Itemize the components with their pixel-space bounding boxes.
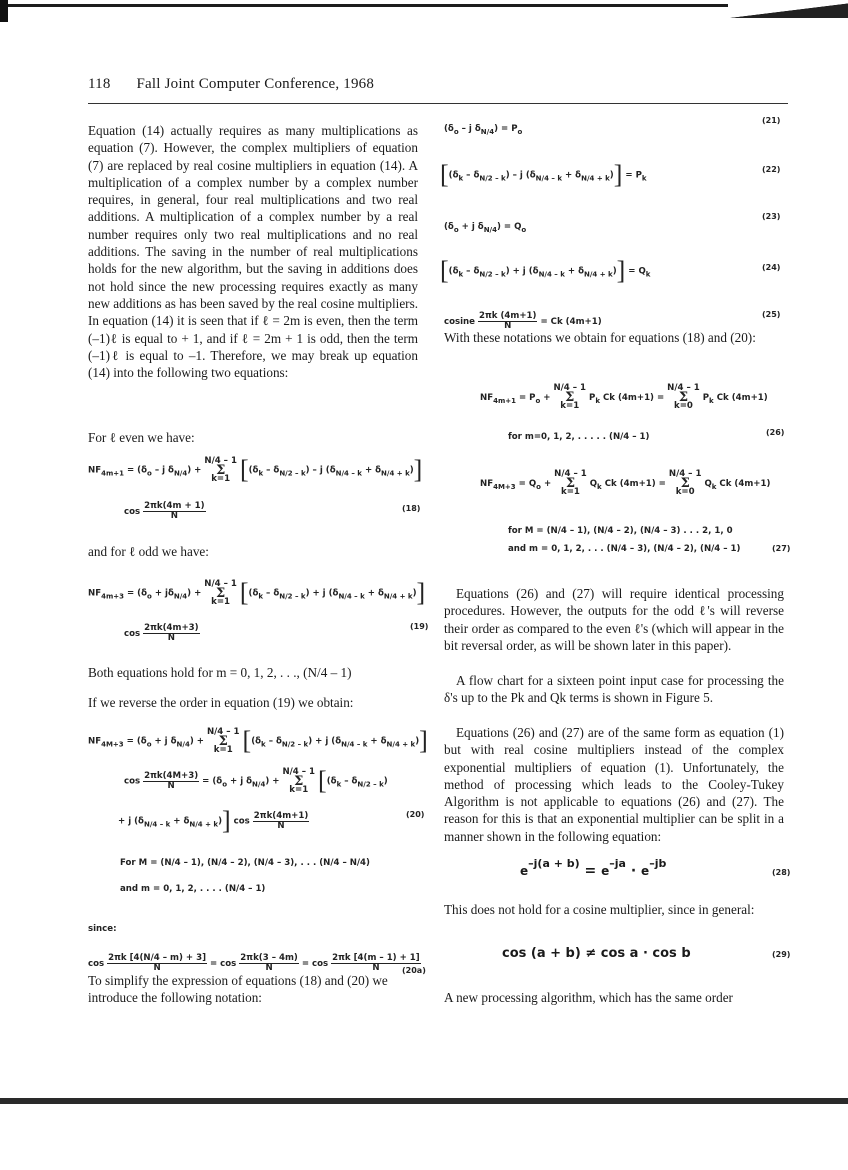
header-rule [88, 103, 788, 104]
scan-bottom-margin [0, 1104, 848, 1170]
journal-title: Fall Joint Computer Conference, 1968 [136, 76, 375, 92]
page-header [88, 76, 374, 93]
eq-number-23: (23) [762, 212, 781, 221]
scan-top-border [0, 0, 848, 22]
para-same-form: Equations (26) and (27) are of the same form as equation (1) but with real cosine multipliers instead of the complex exponential multipliers of equation (1). Unfortunately, the method of processing which leads to the Cooley-Tukey Algorithm is not applicable to equations (26) and (27). The reason for this is that an exponential multiplier can be split in a manner shown in the following equation: [444, 725, 784, 844]
equation-28: $e^{-j(a + b)} = e^{-ja} \cdot e^{-jb}$ [520, 857, 667, 879]
equation-20-line1: $NF_{4M+3} = (\delta_o + j$ $\delta_{N/4}$) + N/4 – 1 Σ k=1 [$(\delta_k - \delta_{N/2 - k}) + j$ $(\delta_{N/4 - k} + \delta_{N/4 + k})$] [88, 726, 428, 755]
equation-20-range-M: For M = (N/4 – 1), (N/4 – 2), (N/4 – 3), . . . (N/4 – N/4) [120, 858, 370, 868]
equation-27: $NF_{4M+3} = Q_o$ + N/4 – 1 Σ k=1 $Q_k$ Ck (4m+1) = N/4 – 1 Σ k=0 $Q_k$ Ck (4m+1) [480, 469, 771, 497]
eq-number-29: (29) [772, 950, 791, 959]
with-notations: With these notations we obtain for equations (18) and (20): [444, 330, 756, 345]
equation-19-cos: cos $\frac{2\pi k(4m+3)}{N}$ [124, 623, 199, 643]
eq-number-28: (28) [772, 868, 791, 877]
simplify-para: To simplify the expression of equations (18) and (20) we introduce the following notation: [88, 973, 388, 1006]
eq-number-24: (24) [762, 263, 781, 272]
equation-18-cos: cos $\frac{2\pi k(4m + 1)}{N}$ [124, 501, 205, 521]
eq-number-27: (27) [772, 544, 791, 553]
eq-number-22: (22) [762, 165, 781, 174]
both-hold: Both equations hold for m = 0, 1, 2, . . ., (N/4 – 1) [88, 665, 352, 680]
page-number: 118 [88, 76, 111, 92]
equation-20-line3: + j $(\delta_{N/4 - k} + \delta_{N/4 + k})$] cos $\frac{2\pi k(4m+1)}{N}$ [118, 806, 309, 835]
equation-19: $NF_{4m+3} = (\delta_o + j\delta_{N/4})$ + N/4 – 1 Σ k=1 [$(\delta_k - \delta_{N/2 - k}) + j$ $(\delta_{N/4 - k} + \delta_{N/4 + k})$] [88, 578, 426, 607]
reverse-order: If we reverse the order in equation (19) we obtain: [88, 695, 354, 710]
eq-number-26: (26) [766, 428, 785, 437]
eq-number-25: (25) [762, 310, 781, 319]
left-para-1: Equation (14) actually requires as many multiplications as equation (7). However, the complex multipliers of equation (7) are replaced by real cosine multipliers in equation (14). A multiplication of a complex number by a complex number requires, in general, four real multiplications and two real additions. A multiplication of a complex number by a real number requires only two real multiplications and no real additions. The saving in the number of real multiplications holds for the new algorithm, but the saving in additions does not hold since the new processing requires exactly as many new additions as has been saved by the real cosine multipliers. In equation (14) it is seen that if ℓ = 2m is even, then the term (–1)ℓ is equal to + 1, and if ℓ = 2m + 1 is odd, then the term (–1)ℓ is equal to –1. Therefore, we may break up equation (14) into the following two equations: [88, 123, 418, 381]
eq-number-20a: (20a) [402, 966, 426, 975]
eq-number-21: (21) [762, 116, 781, 125]
equation-21: ($\delta_o$ – j $\delta_{N/4}) = P_o$ [444, 124, 523, 136]
para-eq26-27: Equations (26) and (27) will require identical processing procedures. However, the outputs for the odd ℓ's will reverse their order as compared to the even ℓ's (which will appear in the bit reversal order, as will be shown later in this paper). [444, 586, 784, 653]
eq-number-19: (19) [410, 622, 429, 631]
equation-20-range-m: and m = 0, 1, 2, . . . . (N/4 – 1) [120, 884, 266, 894]
equation-22: [$(\delta_k - \delta_{N/2 - k})$ – j $(\delta_{N/4 - k} + \delta_{N/4 + k})] = P_k$ [440, 160, 647, 189]
even-intro: For ℓ even we have: [88, 430, 195, 445]
equation-23: ($\delta_o + j$ $\delta_{N/4}) = Q_o$ [444, 222, 527, 234]
equation-18: $NF_{4m+1} = (\delta_o - j$ $\delta_{N/4}$) + N/4 – 1 Σ k=1 [$(\delta_k - \delta_{N/2 - k})$ – j $(\delta_{N/4 - k} + \delta_{N/4 + k})$] [88, 455, 423, 484]
para-flow-chart: A flow chart for a sixteen point input case for processing the δ's up to the Pk and Qk terms is shown in Figure 5. [444, 673, 784, 706]
equation-24: [$(\delta_k - \delta_{N/2 - k}) + j$ $(\delta_{N/4 - k} + \delta_{N/4 + k})] = Q_k$ [440, 256, 651, 285]
since-label: since: [88, 924, 117, 934]
equation-27-range-m: and m = 0, 1, 2, . . . (N/4 – 3), (N/4 – 2), (N/4 – 1) [508, 544, 741, 554]
equation-26: $NF_{4m+1} = P_o$ + N/4 – 1 Σ k=1 $P_k$ Ck (4m+1) = N/4 – 1 Σ k=0 $P_k$ Ck (4m+1) [480, 383, 768, 411]
equation-26-range: for m=0, 1, 2, . . . . . (N/4 – 1) [508, 432, 650, 442]
last-line: A new processing algorithm, which has the same order [444, 990, 733, 1005]
equation-20a: cos $\frac{2\pi k [4(N/4 - m) + 3]}{N}$ = cos $\frac{2\pi k(3 - 4m)}{N}$ = cos $\frac{2\pi k [4(m - 1) + 1]}{N}$ [88, 953, 420, 973]
equation-20-line2: cos $\frac{2\pi k(4M+3)}{N}$ = ($\delta_o + j$ $\delta_{N/4}$) + N/4 – 1 Σ k=1 [$(\delta_k - \delta_{N/2 - k})$ [124, 766, 388, 795]
equation-29: cos (a + b) ≠ cos a · cos b [502, 946, 691, 961]
eq-number-20: (20) [406, 810, 425, 819]
odd-intro: and for ℓ odd we have: [88, 544, 209, 559]
equation-25: cosine $\frac{2\pi k (4m+1)}{N}$ = Ck (4m+1) [444, 311, 602, 331]
not-hold-para: This does not hold for a cosine multiplier, since in general: [444, 902, 755, 917]
eq-number-18: (18) [402, 504, 421, 513]
equation-27-range-M: for M = (N/4 – 1), (N/4 – 2), (N/4 – 3) . . . 2, 1, 0 [508, 526, 733, 536]
